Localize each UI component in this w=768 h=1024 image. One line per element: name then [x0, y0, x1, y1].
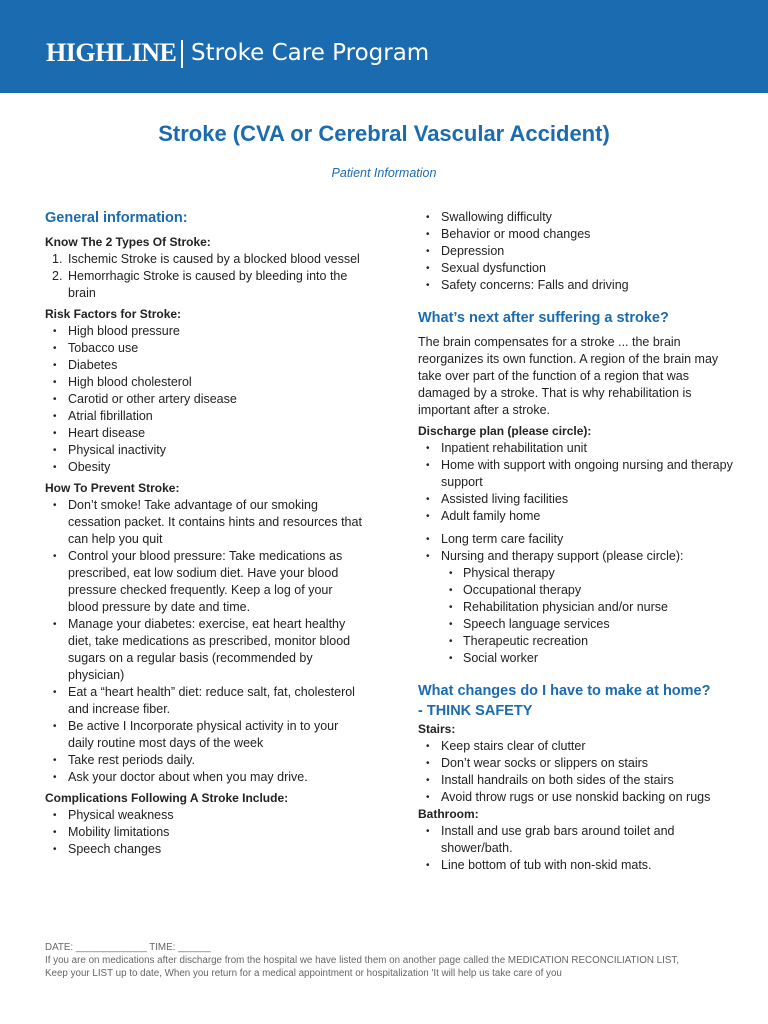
list-item: • Take rest periods daily.: [45, 752, 365, 769]
discharge-plan-list: [418, 440, 738, 525]
list-item: • Avoid throw rugs or use nonskid backing on rugs: [418, 789, 738, 806]
list-item: • Keep stairs clear of clutter: [418, 738, 738, 755]
right-column: [418, 209, 738, 874]
document-subtitle: Patient Information: [331, 166, 437, 180]
bathroom-heading: Bathroom:: [418, 807, 479, 821]
document-title: Stroke (CVA or Cerebral Vascular Accident): [158, 121, 610, 146]
list-item: • Control your blood pressure: Take medications as prescribed, eat low sodium diet. Have your blood pressure checked frequently. Keep a log of your blood pressure by date and time.: [45, 548, 365, 616]
footer-line: If you are on medications after discharge from the hospital we have listed them on another page called the MEDICATION RECONCILIATION LIST,: [45, 955, 680, 966]
list-item: • Long term care facility: [418, 531, 738, 548]
stairs-heading: Stairs:: [418, 722, 456, 736]
discharge-plan-heading: Discharge plan (please circle):: [418, 424, 592, 438]
list-item: 2. Hemorrhagic Stroke is caused by bleeding into the brain: [52, 269, 348, 300]
program-title: Stroke Care Program: [191, 40, 430, 66]
whats-next-paragraph: The brain compensates for a stroke ... the brain reorganizes its own function. A region of the brain may take over part of the function of a region that was damaged by a stroke. That is why rehabilitation is important after a stroke.: [418, 335, 719, 417]
list-item: • Tobacco use: [45, 340, 365, 357]
risk-factors-list: [45, 323, 365, 476]
list-item: • High blood pressure: [45, 323, 365, 340]
list-item: 1. Ischemic Stroke is caused by a blocked blood vessel: [52, 252, 360, 266]
list-item: • Manage your diabetes: exercise, eat heart healthy diet, take medications as prescribed, monitor blood sugars on a regular basis (recommended by physician): [45, 616, 365, 684]
list-item: • Therapeutic recreation: [418, 633, 738, 650]
footer-line: Keep your LIST up to date, When you return for a medical appointment or hospitalization 'It will help us take care of you: [45, 968, 562, 979]
list-item: • Be active I Incorporate physical activity in to your daily routine most days of the week: [45, 718, 365, 752]
list-item: • Diabetes: [45, 357, 365, 374]
list-item: • Safety concerns: Falls and driving: [418, 277, 738, 294]
list-item: • Eat a “heart health” diet: reduce salt, fat, cholesterol and increase fiber.: [45, 684, 365, 718]
logo-divider: [181, 40, 183, 68]
general-info-heading: General information:: [45, 210, 188, 226]
list-item: • Adult family home: [418, 508, 738, 525]
whats-next-heading: What’s next after suffering a stroke?: [418, 310, 669, 326]
prevent-stroke-list: [45, 497, 365, 786]
list-item: • Depression: [418, 243, 738, 260]
complications-list: [45, 807, 365, 858]
list-item: • Mobility limitations: [45, 824, 365, 841]
think-safety-heading: - THINK SAFETY: [418, 703, 533, 719]
list-item: • High blood cholesterol: [45, 374, 365, 391]
list-item: • Behavior or mood changes: [418, 226, 738, 243]
home-changes-heading: What changes do I have to make at home?: [418, 683, 711, 699]
list-item: • Carotid or other artery disease: [45, 391, 365, 408]
list-item: • Swallowing difficulty: [418, 209, 738, 226]
prevent-stroke-heading: How To Prevent Stroke:: [45, 481, 180, 495]
date-time-line: DATE: _____________ TIME: ______: [45, 942, 211, 953]
list-item: • Physical therapy: [418, 565, 738, 582]
list-item: • Don’t smoke! Take advantage of our smoking cessation packet. It contains hints and resources that can help you quit: [45, 497, 365, 548]
list-item: • Speech language services: [418, 616, 738, 633]
list-item: • Speech changes: [45, 841, 365, 858]
stroke-types-list: [45, 251, 365, 302]
discharge-plan-list-more: [418, 531, 738, 565]
left-column: [45, 208, 365, 858]
list-item: • Line bottom of tub with non-skid mats.: [418, 857, 738, 874]
complications-heading: Complications Following A Stroke Include:: [45, 791, 289, 805]
list-item: • Install handrails on both sides of the stairs: [418, 772, 738, 789]
list-item: • Assisted living facilities: [418, 491, 738, 508]
list-item: • Obesity: [45, 459, 365, 476]
highline-logo: HIGHLINE: [46, 38, 177, 67]
list-item: • Social worker: [418, 650, 738, 667]
stroke-types-heading: Know The 2 Types Of Stroke:: [45, 235, 211, 249]
list-item: • Physical inactivity: [45, 442, 365, 459]
bathroom-list: [418, 823, 738, 874]
list-item: • Don’t wear socks or slippers on stairs: [418, 755, 738, 772]
footer-note: [45, 941, 745, 980]
list-item: • Rehabilitation physician and/or nurse: [418, 599, 738, 616]
list-item: • Home with support with ongoing nursing and therapy support: [418, 457, 738, 491]
list-item: • Occupational therapy: [418, 582, 738, 599]
list-item: • Physical weakness: [45, 807, 365, 824]
complications-list-continued: [418, 209, 738, 294]
list-item: • Install and use grab bars around toilet and shower/bath.: [418, 823, 738, 857]
header-bar: [0, 0, 768, 93]
list-item: • Nursing and therapy support (please circle):: [418, 548, 738, 565]
stairs-list: [418, 738, 738, 806]
therapy-support-list: [418, 565, 738, 667]
list-item: • Ask your doctor about when you may drive.: [45, 769, 365, 786]
list-item: • Sexual dysfunction: [418, 260, 738, 277]
list-item: • Heart disease: [45, 425, 365, 442]
list-item: • Atrial fibrillation: [45, 408, 365, 425]
list-item: • Inpatient rehabilitation unit: [418, 440, 738, 457]
risk-factors-heading: Risk Factors for Stroke:: [45, 307, 182, 321]
